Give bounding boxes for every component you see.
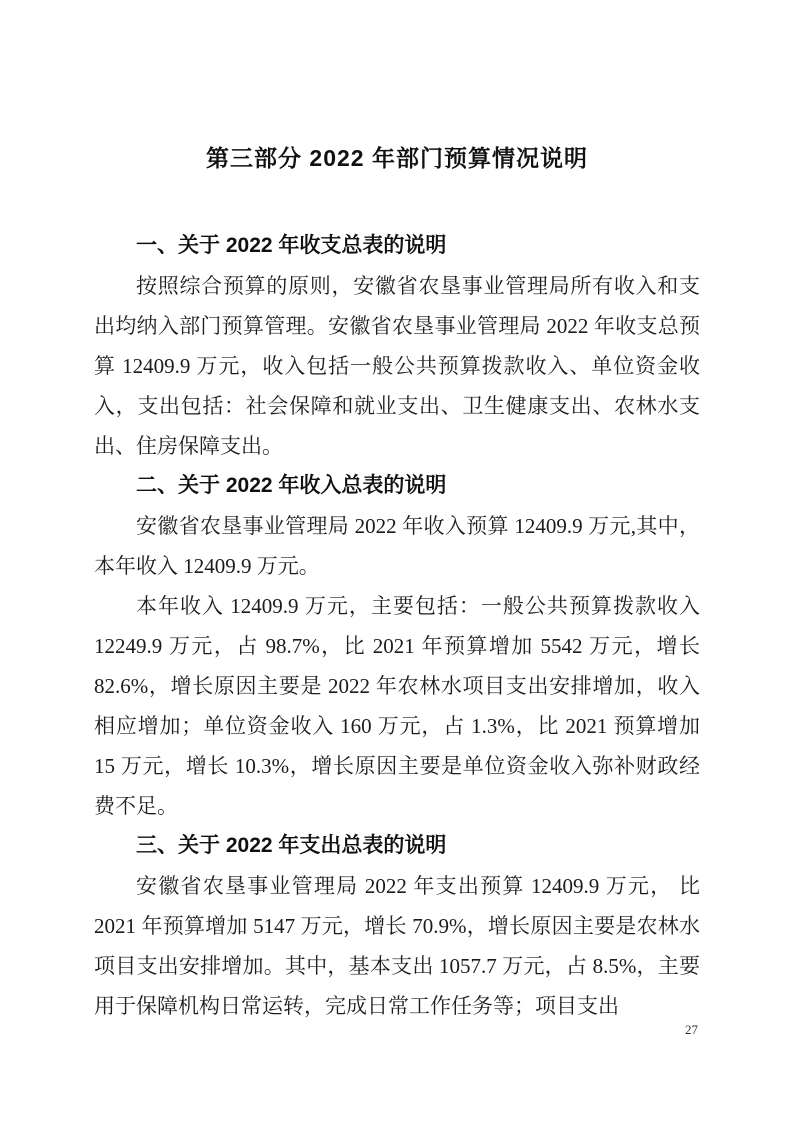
paragraph: 按照综合预算的原则，安徽省农垦事业管理局所有收入和支出均纳入部门预算管理。安徽省农垦事业管理局 2022 年收支总预算 12409.9 万元，收入包括一般公共预算拨款收入、单位资金收入，支出包括：社会保障和就业支出、卫生健康支出、农林水支出、住房保障支出。 (94, 274, 700, 458)
section-income-expenditure-summary (94, 226, 700, 466)
section-income-summary (94, 466, 700, 826)
page-title: 第三部分 2022 年部门预算情况说明 (206, 145, 588, 171)
paragraph: 本年收入 12409.9 万元，主要包括：一般公共预算拨款收入 12249.9 万元，占 98.7%，比 2021 年预算增加 5542 万元，增长 82.6%，增长原因主要是 2022 年农林水项目支出安排增加，收入相应增加；单位资金收入 160 万元，占 1.3%，比 2021 预算增加 15 万元，增长 10.3%，增长原因主要是单位资金收入弥补财政经费不足。 (94, 594, 700, 818)
section-heading: 三、关于 2022 年支出总表的说明 (136, 834, 447, 857)
paragraph: 安徽省农垦事业管理局 2022 年支出预算 12409.9 万元， 比 2021 年预算增加 5147 万元，增长 70.9%，增长原因主要是农林水项目支出安排增加。其中，基本支出 1057.7 万元，占 8.5%，主要用于保障机构日常运转，完成日常工作任务等；项目支出 (94, 874, 700, 1018)
paragraph: 安徽省农垦事业管理局 2022 年收入预算 12409.9 万元,其中，本年收入 12409.9 万元。 (94, 514, 700, 578)
section-expenditure-summary (94, 826, 700, 1026)
section-heading: 二、关于 2022 年收入总表的说明 (136, 474, 447, 497)
section-heading: 一、关于 2022 年收支总表的说明 (136, 234, 447, 257)
page-number: 27 (685, 1022, 698, 1037)
